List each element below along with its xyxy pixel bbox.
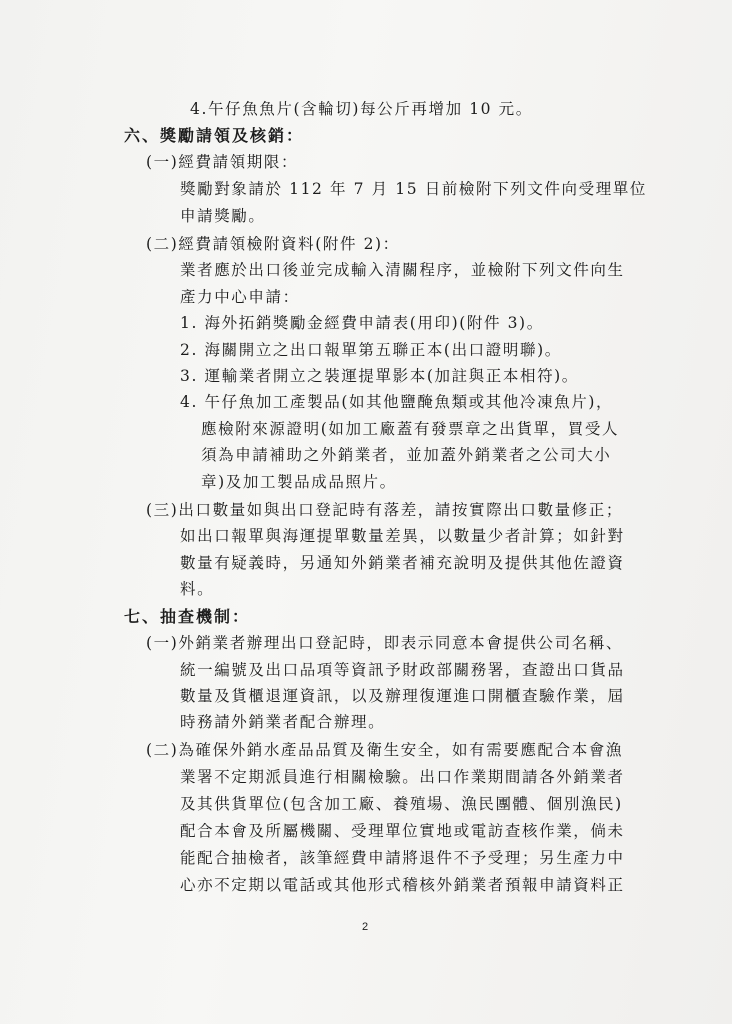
text-line: (一)外銷業者辦理出口登記時，即表示同意本會提供公司名稱、 <box>146 634 623 652</box>
text-line: 產力中心申請： <box>180 288 300 306</box>
text-line: 統一編號及出口品項等資訊予財政部關務署，查證出口貨品 <box>180 661 625 679</box>
text-line: 獎勵對象請於 112 年 7 月 15 日前檢附下列文件向受理單位 <box>180 180 648 198</box>
text-line: (二)為確保外銷水產品品質及衛生安全，如有需要應配合本會漁 <box>146 741 623 759</box>
text-line: 業者應於出口後並完成輸入清關程序，並檢附下列文件向生 <box>180 261 625 279</box>
text-line: 4.午仔魚魚片(含輪切)每公斤再增加 10 元。 <box>190 100 533 118</box>
text-line: 配合本會及所屬機關、受理單位實地或電訪查核作業，倘未 <box>180 822 625 840</box>
text-line: 及其供貨單位(包含加工廠、養殖場、漁民團體、個別漁民) <box>180 795 623 813</box>
text-line: 申請獎勵。 <box>180 207 266 225</box>
text-line: 料。 <box>180 580 215 598</box>
list-item: 3. 運輸業者開立之裝運提單影本(加註與正本相符)。 <box>180 367 579 385</box>
text-line: 數量及貨櫃退運資訊，以及辦理復運進口開櫃查驗作業，屆 <box>180 687 625 705</box>
section-heading: 六、獎勵請領及核銷： <box>124 126 305 145</box>
text-line: 心亦不定期以電話或其他形式稽核外銷業者預報申請資料正 <box>180 876 625 894</box>
text-line: 能配合抽檢者，該筆經費申請將退件不予受理；另生產力中 <box>180 849 625 867</box>
text-line: (三)出口數量如與出口登記時有落差，請按實際出口數量修正； <box>146 501 623 519</box>
list-item: 1. 海外拓銷獎勵金經費申請表(用印)(附件 3)。 <box>180 314 544 332</box>
text-line: 時務請外銷業者配合辦理。 <box>180 713 386 731</box>
text-line: 數量有疑義時，另通知外銷業者補充說明及提供其他佐證資 <box>180 554 625 572</box>
text-line: 應檢附來源證明(如加工廠蓋有發票章之出貨單，買受人 <box>201 420 620 438</box>
text-line: 如出口報單與海運提單數量差異，以數量少者計算；如針對 <box>180 527 625 545</box>
list-item: 4. 午仔魚加工產製品(如其他鹽醃魚類或其他冷凍魚片)， <box>180 393 614 411</box>
section-heading: 七、抽查機制： <box>124 607 251 626</box>
page-number: 2 <box>362 921 369 933</box>
list-item: 2. 海關開立之出口報單第五聯正本(出口證明聯)。 <box>180 341 562 359</box>
text-line: (一)經費請領期限： <box>146 153 299 171</box>
text-line: 章)及加工製品成品照片。 <box>201 473 397 491</box>
text-line: (二)經費請領檢附資料(附件 2)： <box>146 235 400 253</box>
text-line: 須為申請補助之外銷業者，並加蓋外銷業者之公司大小 <box>201 446 612 464</box>
text-line: 業署不定期派員進行相關檢驗。出口作業期間請各外銷業者 <box>180 768 625 786</box>
